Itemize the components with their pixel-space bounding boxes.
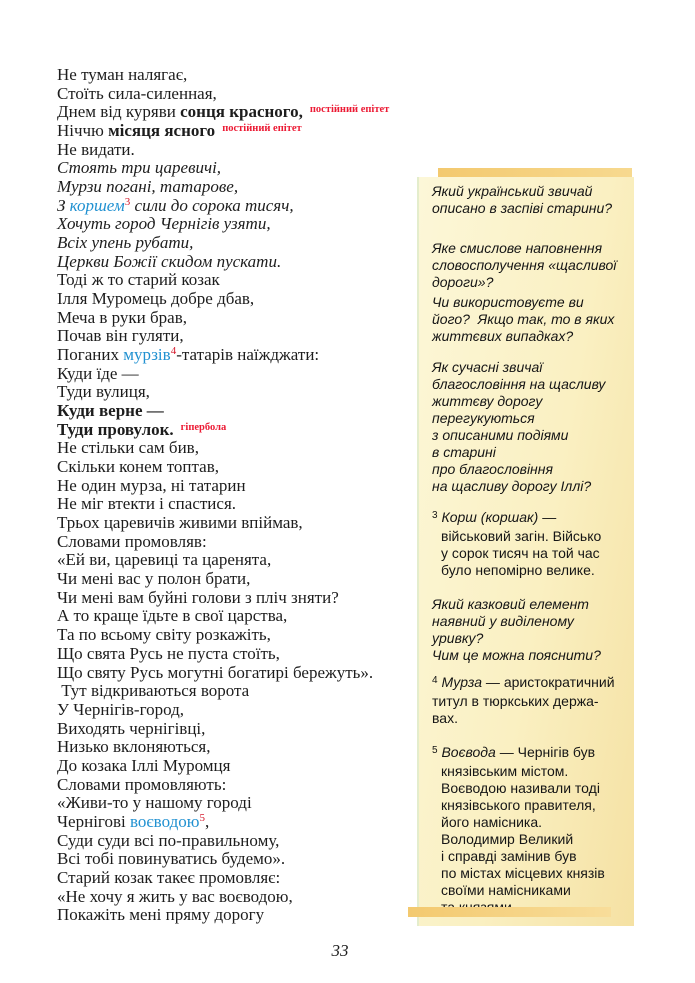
poem-text: Поганих [57,345,124,365]
question-line: дороги»? [432,274,494,290]
poem-text: -татарів наїжджати: [176,345,320,365]
poem-text: Що святу Русь могутні богатирі бережуть». [57,662,374,682]
poem-text: Хочуть город Чернігів узяти, [57,214,271,234]
poem-line [57,495,429,514]
footnote-first-line [432,509,626,528]
question-line: наявний у виділеному [432,613,574,629]
footnote-number: 5 [432,745,438,756]
poem-line [57,327,429,346]
poem-line [57,869,429,888]
poem-text: Не міг втекти і спастися. [57,494,237,514]
footnote-line: Володимир Великий [441,831,574,847]
question-line: про благословіння [432,461,553,477]
sidebar-question [432,359,626,495]
poem-line [57,664,429,683]
poem-text: Почав він гуляти, [57,326,184,346]
sidebar-question [432,183,626,217]
poem-text: Не стільки сам бив, [57,438,199,458]
question-line: на щасливу дорогу Іллі? [432,478,592,494]
question-line: Як сучасні звичаї [432,359,543,375]
annotation-label: гіпербола [180,421,227,433]
poem-text: сонця красного, [180,102,303,122]
poem-line [57,159,429,178]
poem-line [57,421,429,440]
footnote-text: — аристократичний [482,674,615,690]
poem-text: сили до сорока тисяч, [130,195,294,215]
poem-text: Туди провулок. [57,419,174,439]
poem-text: Виходять чернігівці, [57,718,206,738]
poem-line [57,439,429,458]
footnote-number: 4 [432,675,438,686]
footnote-first-line [432,744,626,763]
poem-line [57,477,429,496]
poem-text: Всіх упень рубати, [57,233,194,253]
poem-line [57,720,429,739]
poem-text: місяця ясного [108,121,216,141]
poem-text: А то краще їдьте в свої царства, [57,606,288,626]
footnote-term: Мурза [441,674,483,690]
question-line: Чим це можна пояснити? [432,647,601,663]
footnote-line: військовий загін. Військо [441,528,602,544]
question-line: словосполучення «щасливої [432,257,617,273]
poem-line [57,906,429,925]
poem-line [57,309,429,328]
poem-line [57,832,429,851]
poem-line [57,122,429,141]
poem-line [57,141,429,160]
footnote-first-line [432,674,626,693]
poem-text: Ілля Муромець добре дбав, [57,289,255,309]
poem-line [57,589,429,608]
sidebar-footnote [432,674,626,727]
poem-line [57,66,429,85]
poem-text: Ніччю [57,121,109,141]
poem-line [57,794,429,813]
poem-line [57,533,429,552]
poem-line [57,738,429,757]
poem-line [57,383,429,402]
question-line: Чи використовуєте ви [432,294,584,310]
poem-text: Стоять три царевичі, [57,158,222,178]
poem-text: Стоїть сила-силенная, [57,83,217,103]
sidebar-question [432,596,626,664]
poem-line [57,850,429,869]
poem-text: Словами промовляють: [57,774,227,794]
question-line: в старині [432,444,496,460]
poem-text: У Чернігів-город, [57,699,185,719]
poem-line [57,271,429,290]
sidebar-footnote [432,744,626,916]
poem-text: Мурзи погані, татарове, [57,177,239,197]
poem-text: Та по всьому світу розкажіть, [57,625,271,645]
sidebar-footnote [432,509,626,579]
sidebar-question [432,294,626,345]
poem-text: Чи мені вас у полон брати, [57,569,251,589]
poem-line [57,607,429,626]
poem-line [57,253,429,272]
poem-text: Церкви Божії скидом пускати. [57,251,282,271]
poem-line [57,290,429,309]
poem-text: Куди верне — [57,401,164,421]
poem-line [57,103,429,122]
footnote-line: було непомірно велике. [441,562,595,578]
glossary-term: воєводою [129,811,200,831]
footnote-line: вах. [432,710,458,726]
footnote-line: Воєводою називали тоді [441,780,600,796]
poem-line [57,215,429,234]
poem-text: Суди суди всі по-правильному, [57,830,280,850]
poem-text: Не один мурза, ні татарин [57,475,246,495]
poem-line [57,813,429,832]
poem-line [57,178,429,197]
glossary-term: мурзів [123,345,171,365]
question-line: життєву дорогу [432,393,543,409]
question-line: з описаними подіями [432,427,569,443]
poem-line [57,776,429,795]
poem-text: З [57,195,70,215]
poem-line [57,458,429,477]
poem [57,66,429,925]
poem-line [57,514,429,533]
note-top-ribbon [438,168,632,177]
poem-text: Не туман налягає, [57,65,188,84]
poem-text: , [204,811,210,831]
note-bottom-ribbon [408,907,611,917]
poem-text: Трьох царевичів живими впіймав, [57,513,303,533]
sidebar-blocks [432,183,626,916]
annotation-label: постійний епітет [309,104,390,116]
poem-text: Туди вулиця, [57,382,150,402]
poem-line [57,701,429,720]
poem-text: Скільки конем топтав, [57,457,219,477]
annotation-label: постійний епітет [222,123,302,135]
poem-line [57,626,429,645]
poem-line [57,85,429,104]
poem-line [57,197,429,216]
poem-text: Старий козак такеє промовляє: [57,867,281,887]
question-line: уривку? [432,630,484,646]
question-line: описано в заспіві старини? [432,200,613,216]
poem-text: Що свята Русь не пуста стоїть, [57,643,280,663]
footnote-line: по містах місцевих князів [441,865,605,881]
footnote-line: князівським містом. [441,763,569,779]
question-line: Яке смислове наповнення [432,240,603,256]
question-line: Який український звичай [432,183,593,199]
footnote-term: Воєвода [441,744,496,760]
poem-line [57,346,429,365]
poem-text: Куди їде — [57,363,139,383]
poem-line [57,888,429,907]
question-line: життєвих випадках? [432,328,574,344]
footnote-line: титул в тюркських держа- [432,693,599,709]
footnote-marker: 5 [199,811,205,824]
footnote-line: і справді замінив був [441,848,577,864]
poem-line [57,570,429,589]
poem-text: «Ей ви, царевиці та царенята, [57,550,272,570]
footnote-line: своїми намісниками [441,882,571,898]
poem-line [57,365,429,384]
poem-line [57,551,429,570]
footnote-text: — [538,509,557,525]
footnote-marker: 4 [170,345,177,358]
poem-text: Тут відкриваються ворота [57,681,250,701]
poem-text: Не видати. [57,139,135,159]
poem-text: «Живи-то у нашому городі [57,793,252,813]
poem-text: Чернігові [57,811,130,831]
footnote-marker: 3 [124,195,131,208]
poem-text: «Не хочу я жить у вас воєводою, [57,886,293,906]
poem-text: Словами промовляв: [57,531,207,551]
poem-text: Низько вклоняються, [57,737,211,757]
poem-line [57,757,429,776]
poem-line [57,682,429,701]
footnote-line: його намісника. [441,814,542,830]
poem-text: Меча в руки брав, [57,307,187,327]
footnote-line: князівського правителя, [441,797,596,813]
poem-text: Тоді ж то старий козак [57,270,220,290]
footnote-number: 3 [432,510,438,521]
sidebar-question [432,240,626,291]
footnote-text: — Чернігів був [495,744,596,760]
sidebar-note [417,177,634,926]
question-line: Який казковий елемент [432,596,589,612]
poem-text: Всі тобі повинуватись будемо». [57,849,286,869]
footnote-term: Корш (коршак) [441,509,539,525]
poem-text: Днем від куряви [57,102,181,122]
poem-text: Покажіть мені пряму дорогу [57,905,265,925]
glossary-term: коршем [69,195,125,215]
footnote-line: у сорок тисяч на той час [441,545,600,561]
question-line: його? Якщо так, то в яких [432,311,615,327]
question-line: благословіння на щасливу [432,376,606,392]
poem-line [57,402,429,421]
poem-text: До козака Іллі Муромця [57,755,231,775]
poem-text: Чи мені вам буйні голови з пліч зняти? [57,587,339,607]
page-number: 33 [331,941,349,960]
question-line: перегукуються [432,410,535,426]
poem-line [57,234,429,253]
poem-line [57,645,429,664]
